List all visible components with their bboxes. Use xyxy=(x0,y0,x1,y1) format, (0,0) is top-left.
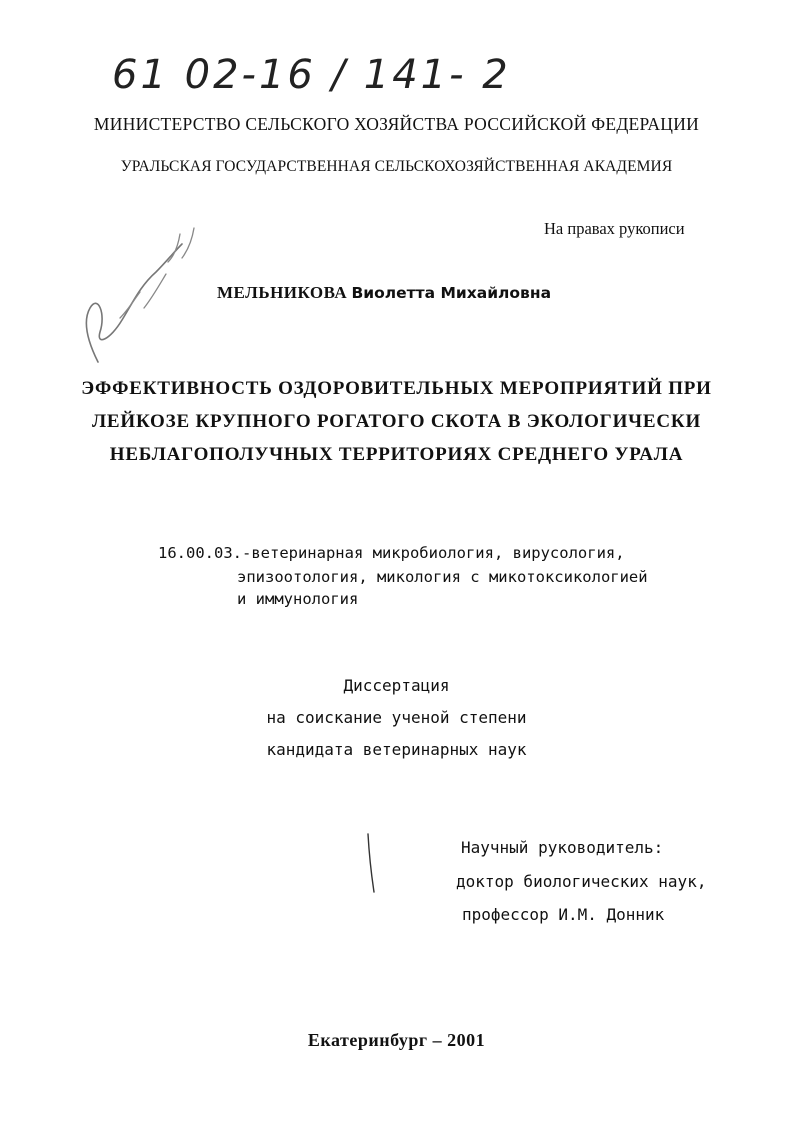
handwritten-archive-code: 61 02-16 / 141- 2 xyxy=(112,52,511,98)
supervisor-degree: доктор биологических наук, xyxy=(456,872,707,891)
author-name xyxy=(217,283,551,303)
city-year: Екатеринбург – 2001 xyxy=(307,1030,486,1050)
author-surname: МЕЛЬНИКОВА xyxy=(217,283,348,302)
specialty-line-3: и иммунология xyxy=(237,590,359,608)
pen-stroke-mark xyxy=(362,832,382,896)
signature-mark xyxy=(70,222,200,372)
manuscript-rights-note: На правах рукописи xyxy=(544,219,685,238)
supervisor-label: Научный руководитель: xyxy=(461,838,664,857)
supervisor-name: профессор И.М. Донник xyxy=(462,905,665,924)
ministry-heading: МИНИСТЕРСТВО СЕЛЬСКОГО ХОЗЯЙСТВА РОССИЙСКОЙ ФЕДЕРАЦИИ xyxy=(93,114,700,134)
degree-line-1: Диссертация xyxy=(343,676,450,695)
degree-line-3: кандидата ветеринарных наук xyxy=(266,740,527,759)
title-line-1: ЭФФЕКТИВНОСТЬ ОЗДОРОВИТЕЛЬНЫХ МЕРОПРИЯТИЙ ПРИ xyxy=(81,378,712,399)
specialty-line-1: 16.00.03.-ветеринарная микробиология, вирусология, xyxy=(158,544,625,562)
specialty-line-2: эпизоотология, микология с микотоксикологией xyxy=(237,568,648,586)
academy-heading: УРАЛЬСКАЯ ГОСУДАРСТВЕННАЯ СЕЛЬСКОХОЗЯЙСТВЕННАЯ АКАДЕМИЯ xyxy=(120,158,673,175)
degree-line-2: на соискание ученой степени xyxy=(266,708,527,727)
title-line-3: НЕБЛАГОПОЛУЧНЫХ ТЕРРИТОРИЯХ СРЕДНЕГО УРАЛА xyxy=(109,444,684,465)
title-line-2: ЛЕЙКОЗЕ КРУПНОГО РОГАТОГО СКОТА В ЭКОЛОГИЧЕСКИ xyxy=(91,411,702,432)
author-given-names: Виолетта Михайловна xyxy=(351,284,552,302)
